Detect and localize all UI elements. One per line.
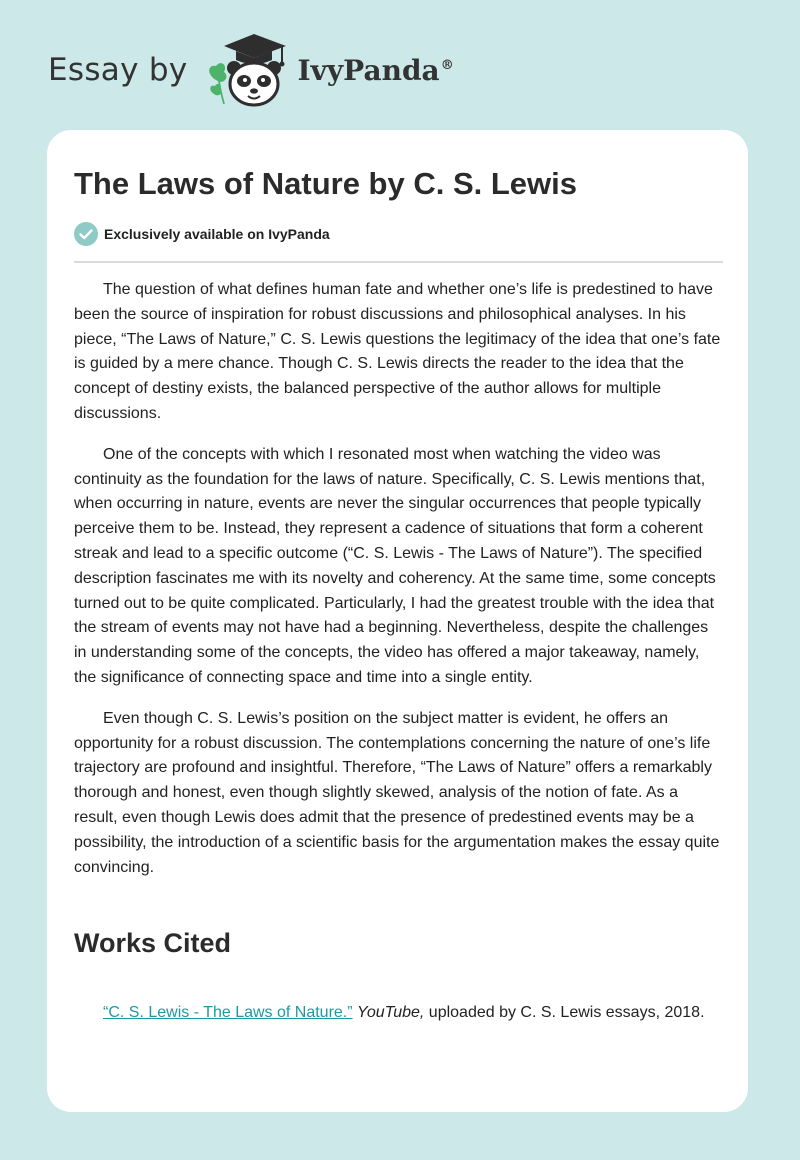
citation-source: YouTube, (357, 1004, 425, 1021)
brand-name[interactable]: IvyPanda® (297, 53, 454, 87)
badge-label: Exclusively available on IvyPanda (104, 226, 330, 242)
panda-logo-icon[interactable] (202, 30, 294, 110)
panda-head (227, 61, 281, 105)
paragraph: One of the concepts with which I resonated most when watching the video was continuity as the foundation for the laws of nature. Specifically, C. S. Lewis mentions that, when occurring in nature, events are never the singular occurrences that people typically perceive them to be. Instead, they represent a cadence of situations that form a coherent streak and lead to a specific outcome (“C. S. Lewis - The Laws of Nature”). The specified description fascinates me with its novelty and coherency. At the same time, some concepts turned out to be quite complicated. Particularly, I had the greatest trouble with the idea that the stream of events may not have had a beginning. Nevertheless, despite the challenges in understanding some of the concepts, the video has offered a major takeaway, namely, the significance of connecting space and time into a single entity. (74, 445, 716, 686)
exclusive-badge (74, 222, 330, 246)
paragraph: The question of what defines human fate and whether one’s life is predestined to have been the source of inspiration for robust discussions and philosophical analyses. In his piece, “The Laws of Nature,” C. S. Lewis questions the legitimacy of the idea that one’s fate is guided by a mere chance. Though C. S. Lewis directs the reader to the idea that the concept of destiny exists, the balanced perspective of the author allows for multiple discussions. (74, 281, 721, 422)
ivy-leaf-icon (209, 63, 226, 104)
essay-body (74, 278, 723, 896)
registered-mark: ® (440, 58, 454, 74)
paragraph: Even though C. S. Lewis’s position on the subject matter is evident, he offers an opportunity for a robust discussion. The contemplations concerning the nature of one’s life trajectory are profound and insightful. Therefore, “The Laws of Nature” offers a remarkably thorough and honest, even though slightly skewed, analysis of the notion of fate. As a result, even though Lewis does admit that the presence of predestined events may be a possibility, the introduction of a scientific basis for the argumentation makes the essay quite convincing. (74, 709, 720, 876)
page-title: The Laws of Nature by C. S. Lewis (74, 166, 577, 201)
citation-link[interactable]: “C. S. Lewis - The Laws of Nature.” (103, 1004, 353, 1021)
works-cited-heading: Works Cited (74, 928, 232, 958)
citation-entry (74, 1001, 723, 1026)
check-circle-icon (74, 222, 98, 246)
divider (74, 261, 723, 263)
essay-card (47, 130, 748, 1112)
site-header (48, 30, 454, 110)
citation-details: uploaded by C. S. Lewis essays, 2018. (424, 1004, 705, 1021)
brand-prefix: Essay by (48, 52, 188, 88)
